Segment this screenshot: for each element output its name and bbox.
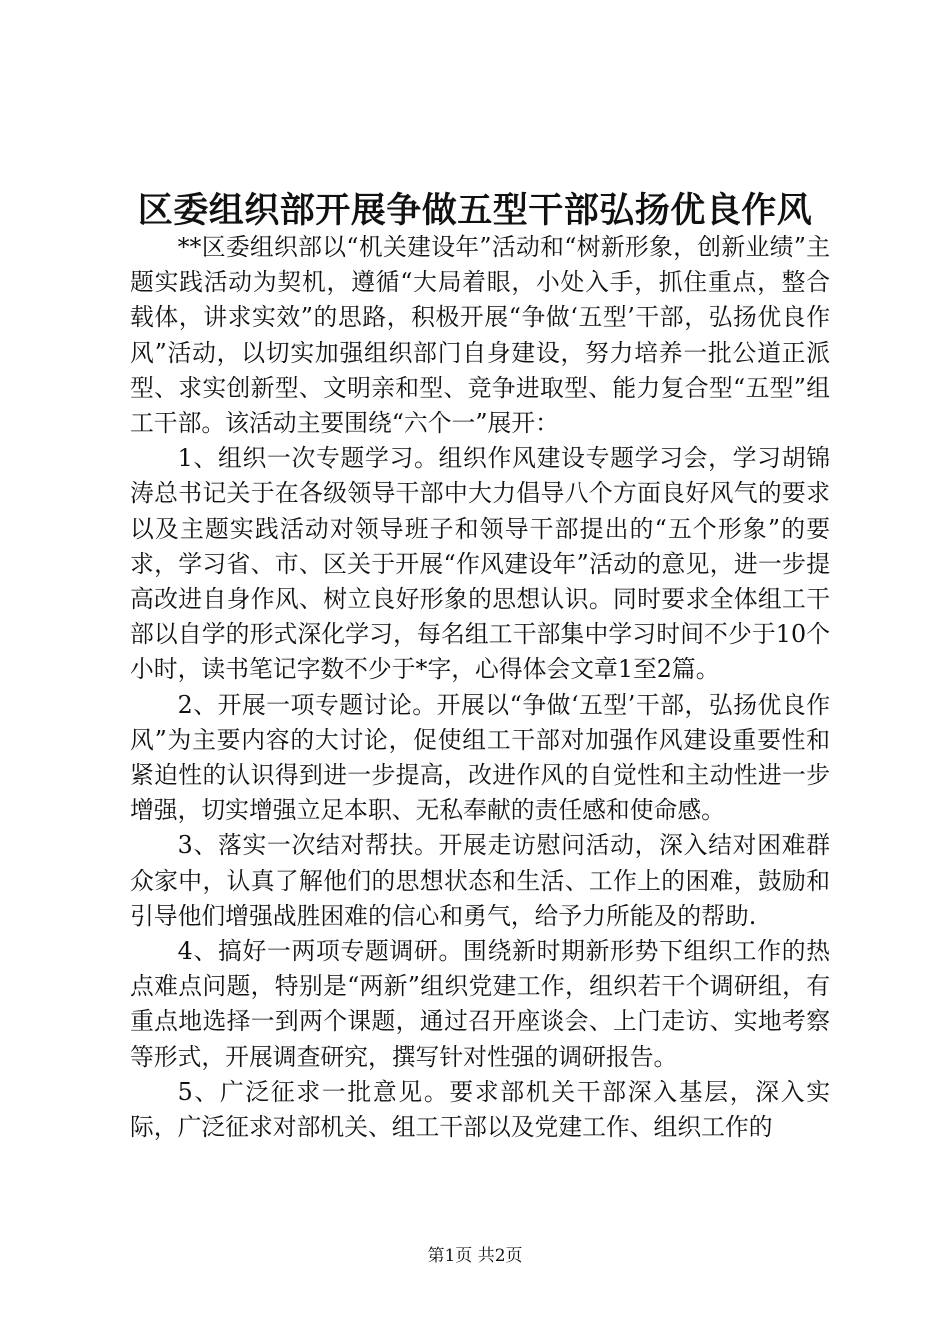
paragraph-item-4: 4、搞好一两项专题调研。围绕新时期新形势下组织工作的热点难点问题，特别是“两新”组织党建工作，组织若干个调研组，有重点地选择一到两个课题，通过召开座谈会、上门走访、实地考察等形式，开展调查研究，撰写针对性强的调研报告。 [130,937,830,1071]
paragraph-item-1: 1、组织一次专题学习。组织作风建设专题学习会，学习胡锦涛总书记关于在各级领导干部中大力倡导八个方面良好风气的要求以及主题实践活动对领导班子和领导干部提出的“五个形象”的要求，学习省、市、区关于开展“作风建设年”活动的意见，进一步提高改进自身作风、树立良好形象的思想认识。同时要求全体组工干部以自学的形式深化学习，每名组工干部集中学习时间不少于10个小时，读书笔记字数不少于*字，心得体会文章1至2篇。 [130,444,830,684]
document-body [130,230,830,1145]
paragraph-item-2: 2、开展一项专题讨论。开展以“争做‘五型’干部，弘扬优良作风”为主要内容的大讨论，促使组工干部对加强作风建设重要性和紧迫性的认识得到进一步提高，改进作风的自觉性和主动性进一步增强，切实增强立足本职、无私奉献的责任感和使命感。 [130,690,830,825]
paragraph-item-3: 3、落实一次结对帮扶。开展走访慰问活动，深入结对困难群众家中，认真了解他们的思想状态和生活、工作上的困难，鼓励和引导他们增强战胜困难的信心和勇气，给予力所能及的帮助. [130,831,830,930]
paragraph-intro: **区委组织部以“机关建设年”活动和“树新形象，创新业绩”主题实践活动为契机，遵循“大局着眼，小处入手，抓住重点，整合载体，讲求实效”的思路，积极开展“争做‘五型’干部，弘扬优良作风”活动，以切实加强组织部门自身建设，努力培养一批公道正派型、求实创新型、文明亲和型、竞争进取型、能力复合型“五型”组工干部。该活动主要围绕“六个一”展开： [130,233,830,438]
page-number-footer: 第1页 共2页 [427,1246,523,1266]
paragraph-item-5: 5、广泛征求一批意见。要求部机关干部深入基层，深入实际，广泛征求对部机关、组工干部以及党建工作、组织工作的 [130,1077,830,1142]
document-title: 区委组织部开展争做五型干部弘扬优良作风 [137,190,813,231]
